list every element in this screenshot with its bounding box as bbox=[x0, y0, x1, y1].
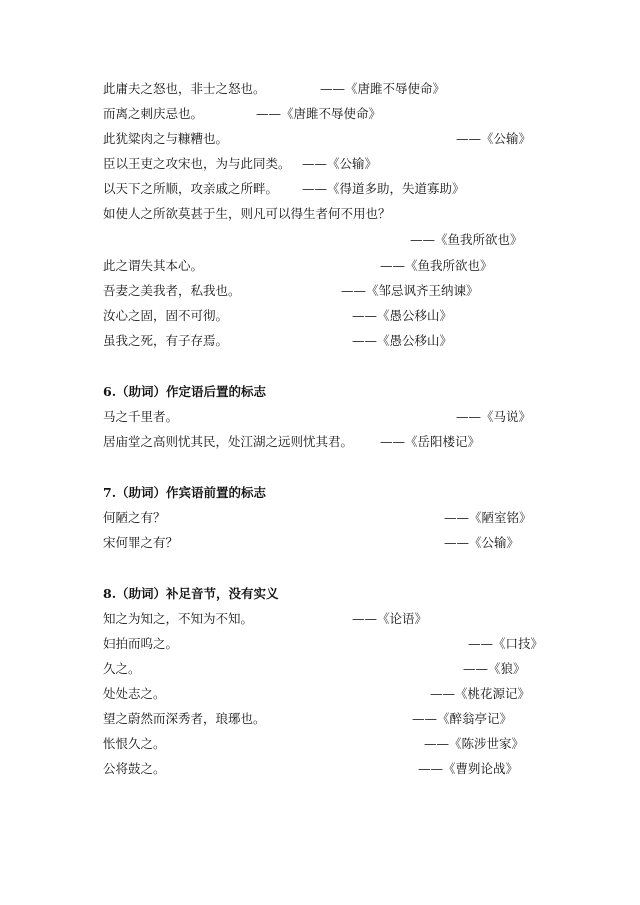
quote-text: 而离之刺庆忌也。 bbox=[103, 106, 204, 121]
quote-text: 处处志之。 bbox=[103, 686, 166, 701]
quote-text: 此犹粱肉之与糠糟也。 bbox=[103, 131, 229, 146]
quote-source: ——《公输》 bbox=[456, 131, 532, 146]
quote-text: 宋何罪之有？ bbox=[103, 535, 179, 550]
quote-source: ——《桃花源记》 bbox=[430, 686, 531, 701]
quote-text: 吾妻之美我者，私我也。 bbox=[103, 283, 241, 298]
quote-source: ——《邹忌讽齐王纳谏》 bbox=[341, 283, 479, 298]
quote-text: 久之。 bbox=[103, 661, 141, 676]
quote-source: ——《得道多助，失道寡助》 bbox=[302, 181, 465, 196]
quote-text: 此庸夫之怒也，非士之怒也。 bbox=[103, 81, 266, 96]
section-heading: 6.（助词）作定语后置的标志 bbox=[103, 384, 267, 399]
section-heading: 8.（助词）补足音节，没有实义 bbox=[103, 586, 279, 601]
quote-source: ——《陈涉世家》 bbox=[424, 736, 525, 751]
quote-text: 此之谓失其本心。 bbox=[103, 258, 204, 273]
quote-text: 如使人之所欲莫甚于生，则凡可以得生者何不用也？ bbox=[103, 206, 391, 221]
quote-text: 臣以王吏之攻宋也，为与此同类。 bbox=[103, 156, 291, 171]
quote-source: ——《醉翁亭记》 bbox=[412, 711, 513, 726]
quote-text: 以天下之所顺，攻亲戚之所畔。 bbox=[103, 181, 279, 196]
quote-source: ——《马说》 bbox=[456, 409, 532, 424]
quote-source: ——《岳阳楼记》 bbox=[380, 434, 481, 449]
quote-text: 何陋之有？ bbox=[103, 510, 166, 525]
quote-text: 马之千里者。 bbox=[103, 409, 179, 424]
quote-text: 望之蔚然而深秀者，琅琊也。 bbox=[103, 711, 266, 726]
quote-source: ——《狼》 bbox=[463, 661, 526, 676]
quote-source: ——《唐雎不辱使命》 bbox=[320, 81, 446, 96]
quote-source: ——《鱼我所欲也》 bbox=[380, 258, 493, 273]
quote-source: ——《陋室铭》 bbox=[444, 510, 532, 525]
quote-text: 知之为知之，不知为不知。 bbox=[103, 611, 254, 626]
quote-source: ——《曹刿论战》 bbox=[418, 761, 519, 776]
quote-source: ——《口技》 bbox=[468, 636, 544, 651]
quote-text: 虽我之死，有子存焉。 bbox=[103, 333, 229, 348]
quote-text: 公将鼓之。 bbox=[103, 761, 166, 776]
quote-source: ——《唐雎不辱使命》 bbox=[256, 106, 382, 121]
quote-text: 妇拍而呜之。 bbox=[103, 636, 179, 651]
quote-source: ——《愚公移山》 bbox=[352, 333, 453, 348]
quote-source: ——《公输》 bbox=[302, 156, 378, 171]
quote-text: 汝心之固，固不可彻。 bbox=[103, 308, 229, 323]
quote-source: ——《论语》 bbox=[352, 611, 428, 626]
quote-source: ——《愚公移山》 bbox=[352, 308, 453, 323]
quote-source: ——《鱼我所欲也》 bbox=[410, 232, 523, 247]
section-heading: 7.（助词）作宾语前置的标志 bbox=[103, 485, 267, 500]
quote-text: 居庙堂之高则忧其民，处江湖之远则忧其君。 bbox=[103, 434, 354, 449]
quote-source: ——《公输》 bbox=[444, 535, 520, 550]
quote-text: 怅恨久之。 bbox=[103, 736, 166, 751]
